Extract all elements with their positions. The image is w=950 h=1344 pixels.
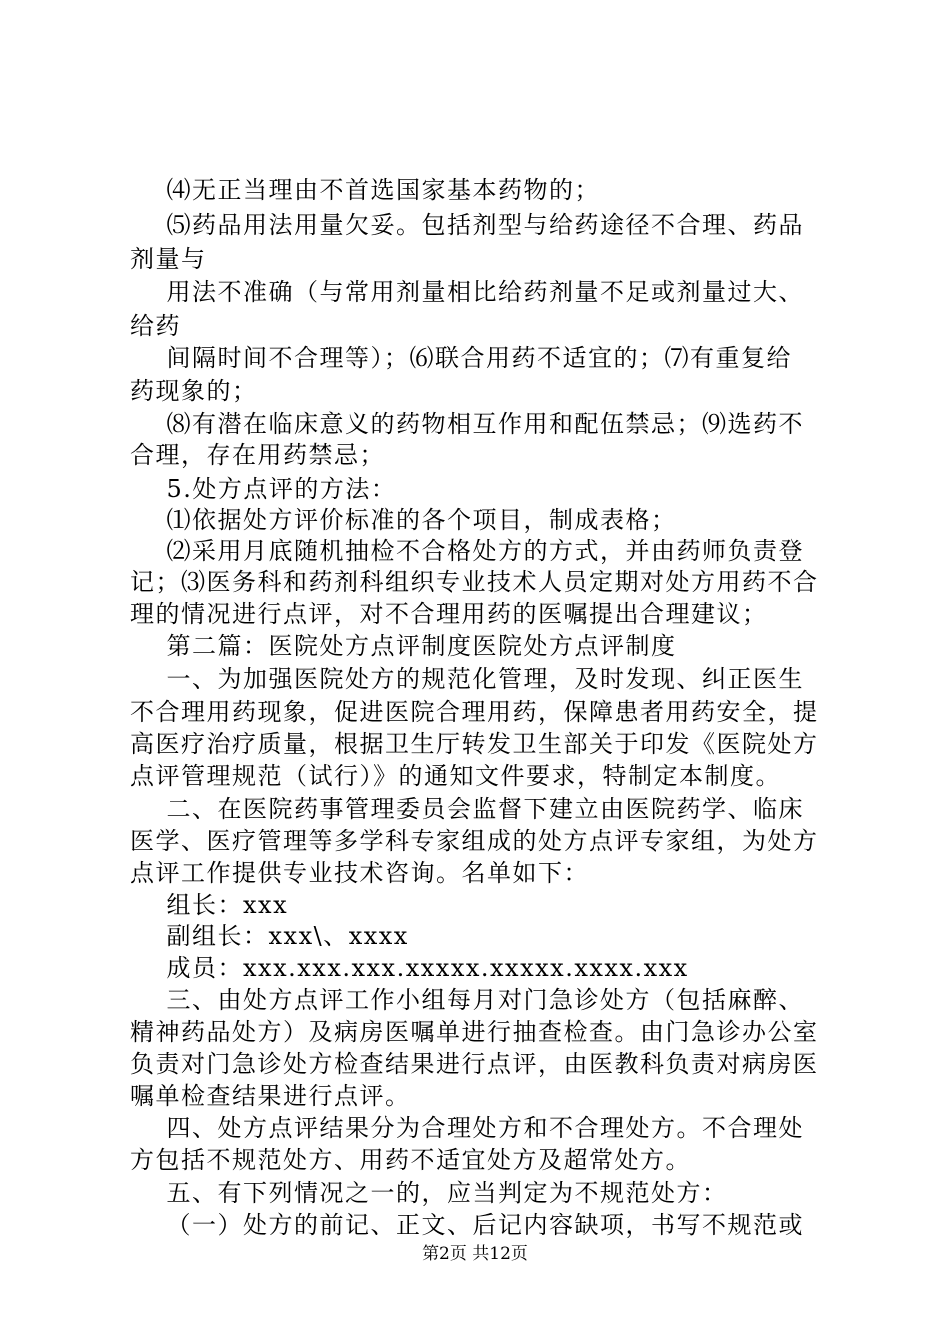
text-line: ⑴依据处方评价标准的各个项目，制成表格； xyxy=(130,506,677,534)
text-line: 点评工作提供专业技术咨询。名单如下： xyxy=(130,859,589,887)
text-line: 负责对门急诊处方检查结果进行点评，由医教科负责对病房医 xyxy=(130,1050,819,1078)
text-line: 点评管理规范（试行）》的通知文件要求，特制定本制度。 xyxy=(130,762,781,790)
text-line: ⑷无正当理由不首选国家基本药物的； xyxy=(130,176,601,204)
text-line: 嘱单检查结果进行点评。 xyxy=(130,1082,411,1110)
text-line: 方包括不规范处方、用药不适宜处方及超常处方。 xyxy=(130,1146,691,1174)
text-line: 副组长：xxx\、xxxx xyxy=(130,922,409,950)
page-footer: 第2页 共12页 xyxy=(422,1244,528,1264)
text-line: 剂量与 xyxy=(130,245,207,273)
text-line: 间隔时间不合理等）；⑹联合用药不适宜的；⑺有重复给 xyxy=(130,344,793,372)
text-line: 5.处方点评的方法： xyxy=(130,475,397,503)
text-line: 用法不准确（与常用剂量相比给药剂量不足或剂量过大、 xyxy=(130,278,805,306)
text-line: 医学、医疗管理等多学科专家组成的处方点评专家组，为处方 xyxy=(130,827,819,855)
text-line: 三、由处方点评工作小组每月对门急诊处方（包括麻醉、 xyxy=(130,986,805,1014)
text-line: 二、在医院药事管理委员会监督下建立由医院药学、临床 xyxy=(130,795,805,823)
text-line: 精神药品处方）及病房医嘱单进行抽查检查。由门急诊办公室 xyxy=(130,1018,819,1046)
text-line: 药现象的； xyxy=(130,377,258,405)
text-line: ⑵采用月底随机抽检不合格处方的方式，并由药师负责登 xyxy=(130,537,805,565)
text-line: 不合理用药现象，促进医院合理用药，保障患者用药安全，提 xyxy=(130,698,819,726)
text-line: 四、处方点评结果分为合理处方和不合理处方。不合理处 xyxy=(130,1114,805,1142)
text-line: （一）处方的前记、正文、后记内容缺项，书写不规范或 xyxy=(130,1211,805,1239)
text-line: 合理，存在用药禁忌； xyxy=(130,441,385,469)
text-line: 高医疗治疗质量，根据卫生厅转发卫生部关于印发《医院处方 xyxy=(130,730,819,758)
text-line: 一、为加强医院处方的规范化管理，及时发现、纠正医生 xyxy=(130,665,805,693)
text-line: ⑻有潜在临床意义的药物相互作用和配伍禁忌；⑼选药不 xyxy=(130,410,805,438)
text-line: 成员：xxx.xxx.xxx.xxxxx.xxxxx.xxxx.xxx xyxy=(130,954,689,982)
text-line: 组长：xxx xyxy=(130,891,289,919)
text-line: 五、有下列情况之一的，应当判定为不规范处方： xyxy=(130,1179,728,1207)
text-line: 给药 xyxy=(130,312,181,340)
text-line: 记；⑶医务科和药剂科组织专业技术人员定期对处方用药不合 xyxy=(130,568,819,596)
text-line: 理的情况进行点评，对不合理用药的医嘱提出合理建议； xyxy=(130,600,768,628)
text-line: 第二篇：医院处方点评制度医院处方点评制度 xyxy=(130,632,677,660)
text-line: ⑸药品用法用量欠妥。包括剂型与给药途径不合理、药品 xyxy=(130,211,805,239)
